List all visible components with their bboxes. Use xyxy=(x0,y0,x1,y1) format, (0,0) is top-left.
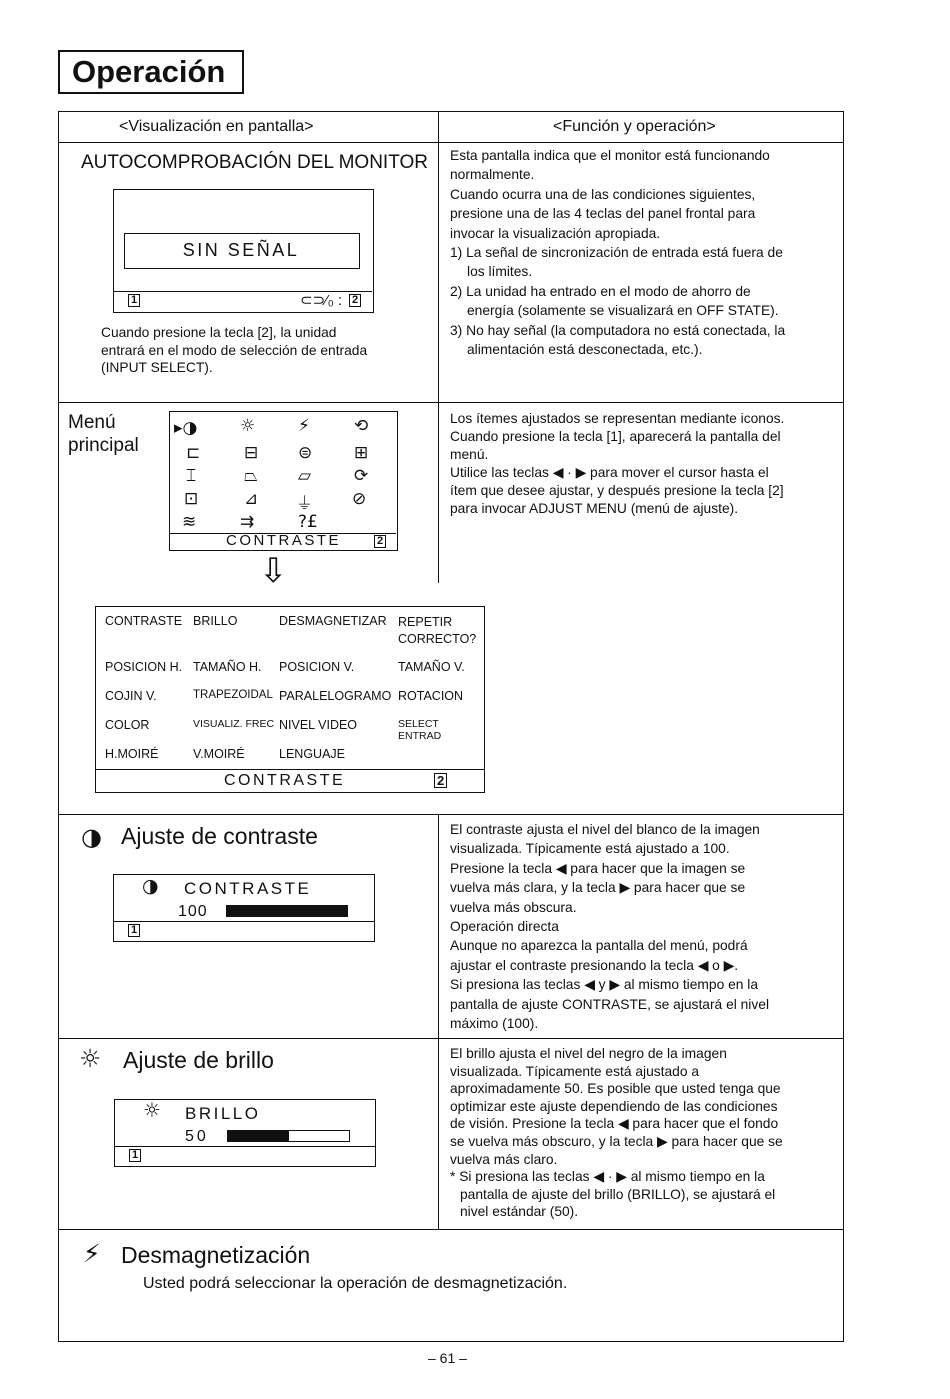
key-1-icon: 1 xyxy=(129,1149,141,1162)
h-moire-icon: ≋ xyxy=(182,512,197,532)
cursor-contrast-icon: ▸◑ xyxy=(174,418,198,438)
grid-cell: V.MOIRÉ xyxy=(193,747,245,761)
column-divider-bottom xyxy=(438,814,439,1229)
brightness-level-fill xyxy=(228,1131,289,1141)
grid-cell: SELECT ENTRAD xyxy=(398,718,442,742)
desc-line: El brillo ajusta el nivel del negro de la imagen xyxy=(450,1046,727,1061)
desc-line: pantalla de ajuste del brillo (BRILLO), se ajustará el xyxy=(460,1186,776,1202)
main-menu-label xyxy=(68,411,139,457)
header-divider xyxy=(59,142,843,143)
power-saving-icon: ⊂⊃⁄₀ : xyxy=(300,292,343,309)
desc-line: optimizar este ajuste dependiendo de las condiciones xyxy=(450,1098,778,1114)
desc-line: energía (solamente se visualizará en OFF STATE). xyxy=(467,303,779,319)
trapezoid-icon: ⏢ xyxy=(244,466,258,486)
brightness-title: Ajuste de brillo xyxy=(123,1047,274,1073)
h-position-icon: ⊏ xyxy=(186,443,201,463)
contrast-title: Ajuste de contraste xyxy=(121,823,318,849)
brightness-osd-icon: ☼ xyxy=(143,1098,161,1122)
brightness-osd-label: BRILLO xyxy=(185,1104,261,1123)
contrast-osd-icon: ◑ xyxy=(142,875,159,897)
row-divider-2 xyxy=(59,814,843,815)
page-number: – 61 – xyxy=(428,1350,467,1366)
osd-footer-line xyxy=(115,1146,375,1147)
osd-footer-line xyxy=(114,921,374,922)
color-icon: ⊡ xyxy=(184,489,199,509)
frequency-icon: ⊿ xyxy=(244,489,259,509)
desc-line: invocar la visualización apropiada. xyxy=(450,225,661,241)
contrast-value: 100 xyxy=(178,903,208,920)
grid-cell: TAMAÑO H. xyxy=(193,660,262,674)
main-menu-label-line: principal xyxy=(68,435,139,456)
grid-cell: VISUALIZ. FREC xyxy=(193,718,275,730)
desc-line: vuelva más obscura. xyxy=(450,899,577,915)
brightness-icon: ☼ xyxy=(79,1044,102,1073)
grid-cell: LENGUAJE xyxy=(279,747,345,761)
key-1-icon: 1 xyxy=(128,924,140,937)
brightness-osd xyxy=(114,1099,376,1167)
degauss-text: Usted podrá seleccionar la operación de desmagnetización. xyxy=(143,1275,568,1292)
grid-footer-line xyxy=(96,769,484,770)
grid-cell: NIVEL VIDEO xyxy=(279,718,358,732)
header-left: <Visualización en pantalla> xyxy=(119,118,314,135)
row-divider-4 xyxy=(59,1229,843,1230)
desc-line: Presione la tecla ◀ para hacer que la imagen se xyxy=(450,860,746,876)
degauss-icon: ⚡ xyxy=(298,416,310,436)
note-line: entrará en el modo de selección de entrada xyxy=(101,342,368,358)
degauss-title: Desmagnetización xyxy=(121,1242,311,1268)
desc-line: pantalla de ajuste CONTRASTE, se ajustará el nivel xyxy=(450,996,770,1012)
desc-line: El contraste ajusta el nivel del blanco de la imagen xyxy=(450,822,760,837)
desc-line: 2) La unidad ha entrado en el modo de ahorro de xyxy=(450,283,751,299)
desc-line: Los ítemes ajustados se representan mediante iconos. xyxy=(450,411,785,426)
h-size-icon: ⊟ xyxy=(244,443,259,463)
grid-footer-label: CONTRASTE xyxy=(224,772,346,789)
brightness-description xyxy=(450,1045,783,1221)
v-moire-icon: ⇉ xyxy=(240,512,255,532)
degauss-icon: ⚡ xyxy=(83,1239,101,1268)
desc-line: presione una de las 4 teclas del panel frontal para xyxy=(450,206,756,222)
grid-cell: ROTACION xyxy=(398,689,464,703)
note-line: (INPUT SELECT). xyxy=(101,360,213,375)
desc-line: nivel estándar (50). xyxy=(460,1204,579,1220)
desc-line: ítem que desee ajustar, y después presione la tecla [2] xyxy=(450,483,784,498)
grid-cell: PARALELOGRAMO xyxy=(279,689,392,703)
desc-line: Cuando presione la tecla [1], aparecerá la pantalla del xyxy=(450,429,781,444)
grid-cell: TRAPEZOIDAL xyxy=(193,689,273,701)
contrast-level-bar xyxy=(226,905,348,917)
desc-line: Aunque no aparezca la pantalla del menú, podrá xyxy=(450,938,748,954)
brightness-value: 50 xyxy=(185,1128,209,1145)
recall-icon: ⟲ xyxy=(354,416,369,436)
self-test-screen xyxy=(113,189,374,313)
v-size-icon: ⊞ xyxy=(354,443,369,463)
desc-line: vuelva más claro. xyxy=(450,1151,558,1167)
language-icon: ?£ xyxy=(298,512,318,532)
column-divider-top xyxy=(438,112,439,583)
desc-line: 3) No hay señal (la computadora no está conectada, la xyxy=(450,322,786,338)
grid-cell: DESMAGNETIZAR xyxy=(279,614,387,628)
page-title: Operación xyxy=(72,54,226,89)
v-position-icon: ⊜ xyxy=(298,443,313,463)
desc-line: aproximadamente 50. Es posible que usted tenga que xyxy=(450,1081,781,1097)
key-1-icon: 1 xyxy=(128,294,140,307)
header-right: <Función y operación> xyxy=(553,118,716,135)
main-menu-label-line: Menú xyxy=(68,412,116,433)
brightness-icon: ☼ xyxy=(240,416,256,436)
grid-cell: H.MOIRÉ xyxy=(105,747,159,761)
desc-line: Esta pantalla indica que el monitor está funcionando xyxy=(450,148,770,163)
grid-cell: COLOR xyxy=(105,718,150,732)
key-2-icon: 2 xyxy=(374,535,386,548)
desc-line: ajustar el contraste presionando la tecla ◀ o ▶. xyxy=(450,957,739,973)
brightness-level-bar xyxy=(227,1130,350,1142)
desc-line: Operación directa xyxy=(450,919,559,935)
desc-line: máximo (100). xyxy=(450,1016,539,1032)
row-divider-3 xyxy=(59,1038,843,1039)
pincushion-icon: ⌶ xyxy=(186,466,197,486)
self-test-heading: AUTOCOMPROBACIÓN DEL MONITOR xyxy=(81,152,428,173)
desc-line: Utilice las teclas ◀ · ▶ para mover el cursor hasta el xyxy=(450,465,769,480)
video-level-icon: ⏚ xyxy=(296,494,313,514)
key-2-icon: 2 xyxy=(434,773,447,788)
operation-table xyxy=(58,111,844,1342)
desc-line: se vuelva más obscuro, y la tecla ▶ para hacer que se xyxy=(450,1133,783,1149)
text-menu-grid xyxy=(95,606,485,793)
contrast-description xyxy=(450,820,769,1033)
grid-cell: POSICION H. xyxy=(105,660,183,674)
desc-line: normalmente. xyxy=(450,167,535,183)
menu-selected-label: CONTRASTE xyxy=(226,532,342,549)
rotation-icon: ⟳ xyxy=(354,466,369,486)
main-menu-description xyxy=(450,410,784,518)
contrast-icon: ◑ xyxy=(81,823,102,851)
desc-line: para invocar ADJUST MENU (menú de ajuste). xyxy=(450,501,739,516)
grid-cell: POSICION V. xyxy=(279,660,355,674)
self-test-description xyxy=(450,146,785,359)
contrast-osd xyxy=(113,874,375,942)
grid-cell: REPETIR CORRECTO? xyxy=(398,615,477,646)
grid-cell: BRILLO xyxy=(193,614,238,628)
desc-line: visualizada. Típicamente está ajustado a 100. xyxy=(450,841,730,857)
note-line: Cuando presione la tecla [2], la unidad xyxy=(101,325,337,340)
desc-line: Cuando ocurra una de las condiciones siguientes, xyxy=(450,186,756,202)
desc-line: * Si presiona las teclas ◀ · ▶ al mismo tiempo en la xyxy=(450,1169,765,1185)
desc-line: menú. xyxy=(450,447,489,462)
desc-line: alimentación está desconectada, etc.). xyxy=(467,342,703,358)
grid-cell: COJIN V. xyxy=(105,689,157,703)
contrast-osd-label: CONTRASTE xyxy=(184,879,312,898)
grid-cell: CONTRASTE xyxy=(105,614,183,628)
desc-line: 1) La señal de sincronización de entrada está fuera de xyxy=(450,245,783,261)
main-menu-screen xyxy=(169,411,398,551)
desc-line: Si presiona las teclas ◀ y ▶ al mismo tiempo en la xyxy=(450,977,759,993)
no-signal-box xyxy=(124,233,360,269)
page-title-box xyxy=(58,50,244,94)
desc-line: los límites. xyxy=(467,264,533,280)
row-divider-1 xyxy=(59,402,843,403)
contrast-level-fill xyxy=(227,906,347,916)
parallelogram-icon: ▱ xyxy=(298,466,312,486)
no-signal-text: SIN SEÑAL xyxy=(182,240,300,260)
input-select-icon: ⊘ xyxy=(352,489,367,509)
desc-line: vuelva más clara, y la tecla ▶ para hacer que se xyxy=(450,880,746,896)
desc-line: visualizada. Típicamente está ajustado a xyxy=(450,1063,700,1079)
grid-cell: TAMAÑO V. xyxy=(398,660,465,674)
self-test-note xyxy=(101,324,367,377)
key-2-icon: 2 xyxy=(349,294,361,307)
down-arrow-icon: ⇩ xyxy=(259,551,288,591)
desc-line: de visión. Presione la tecla ◀ para hacer que el fondo xyxy=(450,1116,779,1132)
